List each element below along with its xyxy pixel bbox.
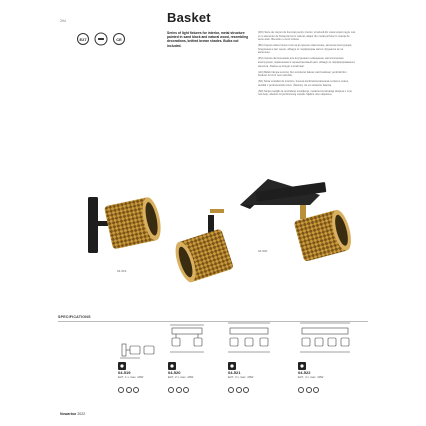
description-sr: (SR) Serija svetiljki za unutrašnje osvetljenje, metalna konstrukcija obojena u crnu mat boju, abažuri od perforiranog metala. Sijalice nisu uključene. xyxy=(258,89,352,97)
variant-pictograms xyxy=(298,380,348,398)
spot-light-icon xyxy=(118,362,126,370)
description-ru: (RU) Серия светильников для внутреннего освещения, металлическая конструкция, окрашенная в черный матовый цвет, абажур из перфорированного металла. Лампы не входят в комплект. xyxy=(258,57,356,68)
description-english: Series of light fixtures for interior, metal structure painted in sand black and natural wood, resembling decorations, knitted brown shades. Bulbs not included. xyxy=(167,31,249,48)
single-spotlight-image xyxy=(80,185,170,275)
variant-pictograms xyxy=(118,380,168,398)
bulb-icon xyxy=(118,387,124,393)
description-sk: (SK) Séria svietidiel do interiéru, kovová konštrukcia lakovaná na čierno matne, tienidlá z perforovaného kovu. Žiarovky nie sú súčasťou balenia. xyxy=(258,80,349,87)
energy-icon xyxy=(93,31,109,47)
variant-04-521 xyxy=(228,362,278,398)
drawing-04-520 xyxy=(168,322,208,358)
variant-code: 04-520 xyxy=(168,370,181,375)
variant-04-520 xyxy=(168,362,218,398)
description-ro: (RO) Serie de corpuri de iluminat pentru interior, structură din metal vopsit negru mat și cu elemente de finisaj din lemn natural, abajur din metal perforat în nuanțe de auriu antic. Becurile nu sunt incluse. xyxy=(258,31,356,42)
drawing-04-521 xyxy=(226,320,272,360)
class-icon xyxy=(243,387,249,393)
drawing-04-519 xyxy=(118,340,158,360)
variant-pictograms xyxy=(228,380,278,398)
page-number: 294 xyxy=(60,19,66,23)
ce-mark-icon: CE xyxy=(113,33,125,45)
description-hu: (HU) Beltéri lámpa sorozat, fém szerkezet fekete matt festéssel, perforált fém búrával. Az izzó nem tartozék. xyxy=(258,70,347,78)
variant-spec: E27, 4 x max. 40W xyxy=(298,375,324,379)
bulb-icon xyxy=(168,387,174,393)
spot-light-icon xyxy=(228,362,236,370)
bulb-icon xyxy=(228,387,234,393)
variant-code: 04-521 xyxy=(228,370,241,375)
ip-rating-icon xyxy=(176,387,182,393)
ip-rating-icon xyxy=(306,387,312,393)
spot-light-icon xyxy=(298,362,306,370)
e27-base-icon: E27 xyxy=(77,33,89,45)
ip-rating-icon xyxy=(126,387,132,393)
bulb-icon xyxy=(298,387,304,393)
double-spotlight-label: 04-520 xyxy=(258,249,268,253)
class-icon xyxy=(313,387,319,393)
variant-pictograms xyxy=(168,380,218,398)
variant-code: 04-519 xyxy=(118,370,131,375)
description-bg: (BG) Серия осветителни тела за вътрешно осветление, метална конструкция, боядисана в мат черно, абажур от перфориран метал. Крушките не са включени. xyxy=(258,44,353,55)
variant-spec: E27, 1 x max. 40W xyxy=(118,375,144,379)
class-icon xyxy=(183,387,189,393)
footer-year: 2022 xyxy=(77,412,86,416)
variant-code: 04-522 xyxy=(298,370,311,375)
product-title: Basket xyxy=(167,10,211,25)
footer-brand: Nowarbor xyxy=(60,412,77,416)
variant-04-522 xyxy=(298,362,348,398)
single-spotlight-label: 04-519 xyxy=(117,269,127,273)
class-icon xyxy=(133,387,139,393)
spot-light-icon xyxy=(168,362,176,370)
variant-04-519 xyxy=(118,362,168,398)
ip-rating-icon xyxy=(236,387,242,393)
description-multilingual xyxy=(258,31,356,99)
section-title: SPECIFICATIONS xyxy=(58,315,91,319)
double-spotlight-image xyxy=(170,175,360,285)
variant-spec: E27, 2 x max. 40W xyxy=(168,375,194,379)
variant-spec: E27, 3 x max. 40W xyxy=(228,375,254,379)
drawing-04-522 xyxy=(298,320,352,360)
footer xyxy=(60,412,85,416)
